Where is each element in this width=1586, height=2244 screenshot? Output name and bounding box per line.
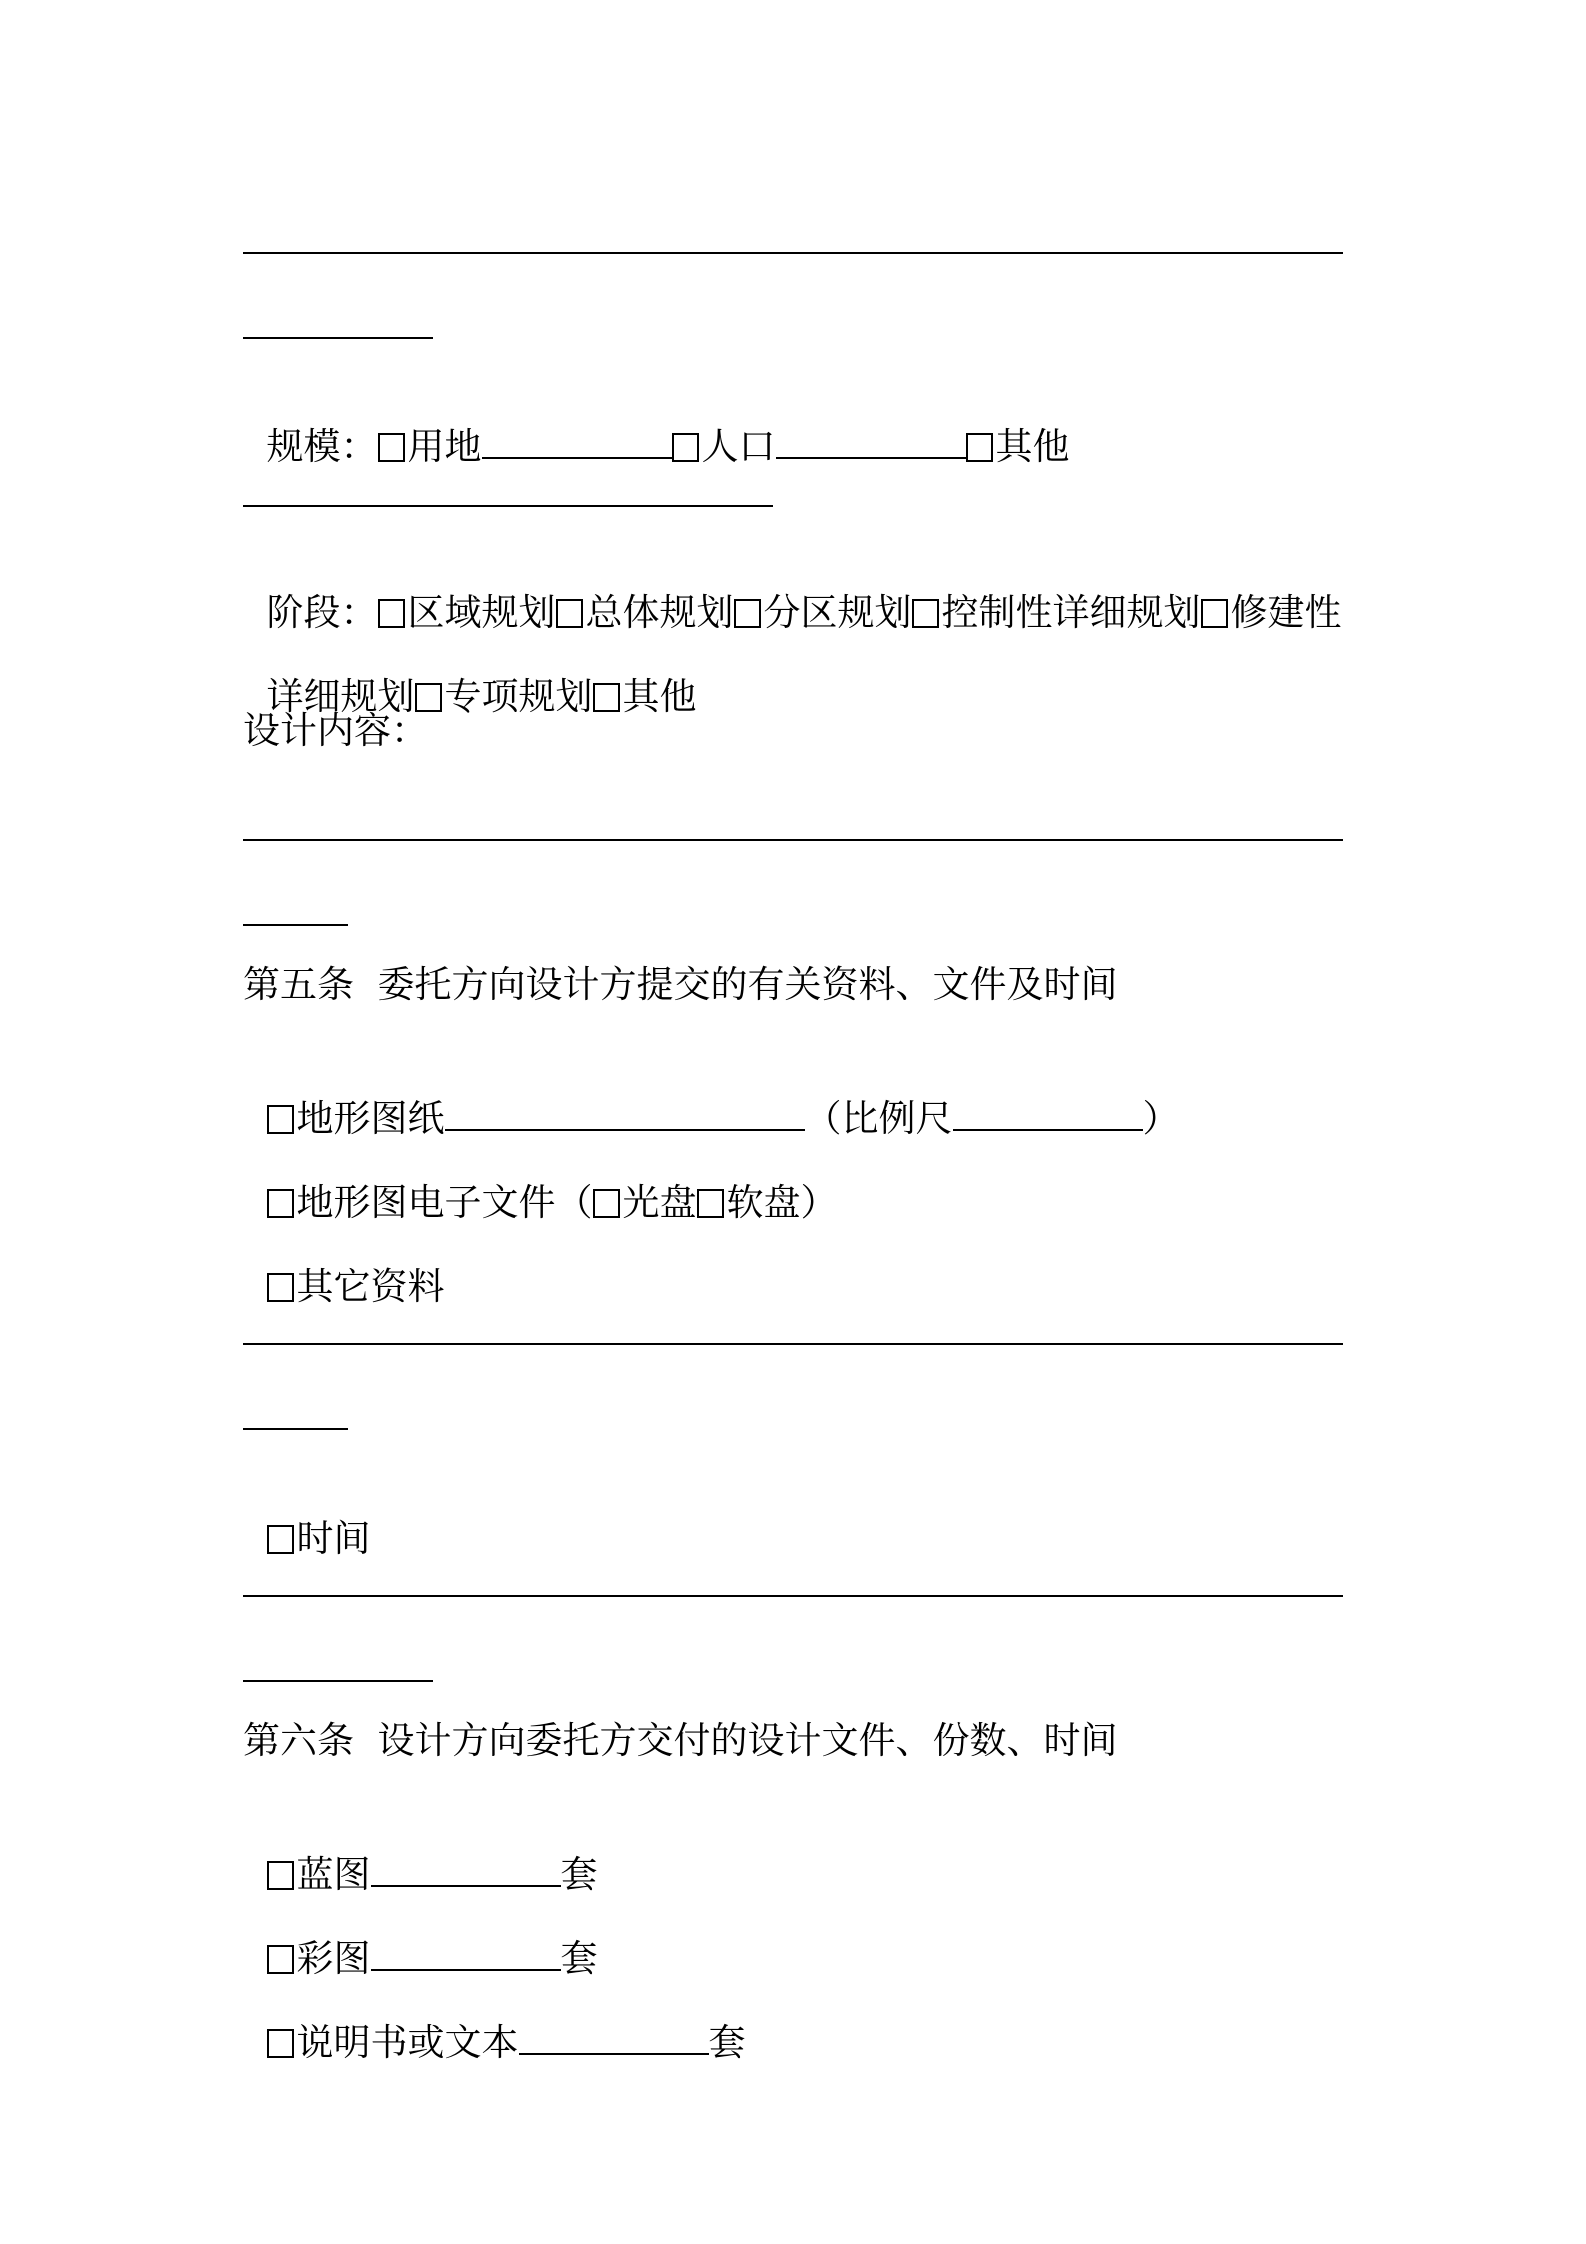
opt-site-part1: 修建性 xyxy=(1230,591,1342,634)
checkbox-other[interactable] xyxy=(966,433,993,462)
population-blank[interactable] xyxy=(776,425,966,459)
checkbox-floppy[interactable] xyxy=(697,1189,724,1218)
cd-label: 光盘 xyxy=(622,1181,697,1224)
blank-line[interactable] xyxy=(243,337,433,339)
opt-site-part2: 详细规划 xyxy=(266,675,415,718)
checkbox-other-docs[interactable] xyxy=(267,1273,294,1302)
opt-special: 专项规划 xyxy=(444,675,593,718)
article-6-title: 第六条 设计方向委托方交付的设计文件、份数、时间 xyxy=(243,1719,1118,1762)
population-label: 人口 xyxy=(701,425,776,468)
checkbox-site[interactable] xyxy=(1201,599,1228,628)
scale-row xyxy=(243,372,1070,468)
opt-master: 总体规划 xyxy=(585,591,734,634)
blank-line[interactable] xyxy=(243,1680,433,1682)
color-row xyxy=(243,1884,598,1980)
unit-label: 套 xyxy=(560,1937,598,1980)
time-label: 时间 xyxy=(296,1517,371,1560)
scale-close: ） xyxy=(1142,1097,1180,1140)
opt-regulatory: 控制性详细规划 xyxy=(941,591,1201,634)
blank-line[interactable] xyxy=(243,1428,348,1430)
topo-paper-row xyxy=(243,1044,1180,1140)
checkbox-stage-other[interactable] xyxy=(593,683,620,712)
checkbox-cd[interactable] xyxy=(593,1189,620,1218)
stage-row xyxy=(243,538,1342,634)
floppy-label: 软盘） xyxy=(726,1181,838,1224)
checkbox-time[interactable] xyxy=(267,1525,294,1554)
blank-line[interactable] xyxy=(243,252,1343,254)
blank-line[interactable] xyxy=(243,839,1343,841)
other-docs-row xyxy=(243,1212,445,1308)
land-blank[interactable] xyxy=(482,425,672,459)
other-docs-label: 其它资料 xyxy=(296,1265,445,1308)
scale-open: （比例尺 xyxy=(804,1097,953,1140)
stage-label: 阶段： xyxy=(266,591,378,634)
scale-blank[interactable] xyxy=(953,1097,1143,1131)
unit-label: 套 xyxy=(708,2021,746,2064)
blueprint-blank[interactable] xyxy=(371,1853,561,1887)
scale-label: 规模： xyxy=(266,425,378,468)
color-blank[interactable] xyxy=(371,1937,561,1971)
content-label: 设计内容： xyxy=(243,709,428,752)
blank-line[interactable] xyxy=(243,924,348,926)
opt-district: 分区规划 xyxy=(763,591,912,634)
opt-stage-other: 其他 xyxy=(622,675,697,718)
topo-file-label: 地形图电子文件（ xyxy=(296,1181,593,1224)
blueprint-label: 蓝图 xyxy=(296,1853,371,1896)
manual-blank[interactable] xyxy=(519,2021,709,2055)
land-label: 用地 xyxy=(407,425,482,468)
checkbox-population[interactable] xyxy=(672,433,699,462)
stage-row-2 xyxy=(243,622,697,718)
topo-paper-label: 地形图纸 xyxy=(296,1097,445,1140)
time-row xyxy=(243,1464,371,1560)
topo-file-row xyxy=(243,1128,838,1224)
checkbox-land[interactable] xyxy=(378,433,405,462)
blueprint-row xyxy=(243,1800,598,1896)
checkbox-district[interactable] xyxy=(734,599,761,628)
opt-regional: 区域规划 xyxy=(407,591,556,634)
unit-label: 套 xyxy=(560,1853,598,1896)
other-label: 其他 xyxy=(995,425,1070,468)
color-label: 彩图 xyxy=(296,1937,371,1980)
checkbox-manual[interactable] xyxy=(267,2029,294,2058)
article-5-title: 第五条 委托方向设计方提交的有关资料、文件及时间 xyxy=(243,963,1118,1006)
checkbox-regulatory[interactable] xyxy=(912,599,939,628)
blank-line[interactable] xyxy=(243,1595,1343,1597)
manual-row xyxy=(243,1968,746,2064)
blank-line[interactable] xyxy=(243,1343,1343,1345)
blank-line[interactable] xyxy=(243,505,773,507)
topo-paper-blank[interactable] xyxy=(445,1097,805,1131)
manual-label: 说明书或文本 xyxy=(296,2021,519,2064)
